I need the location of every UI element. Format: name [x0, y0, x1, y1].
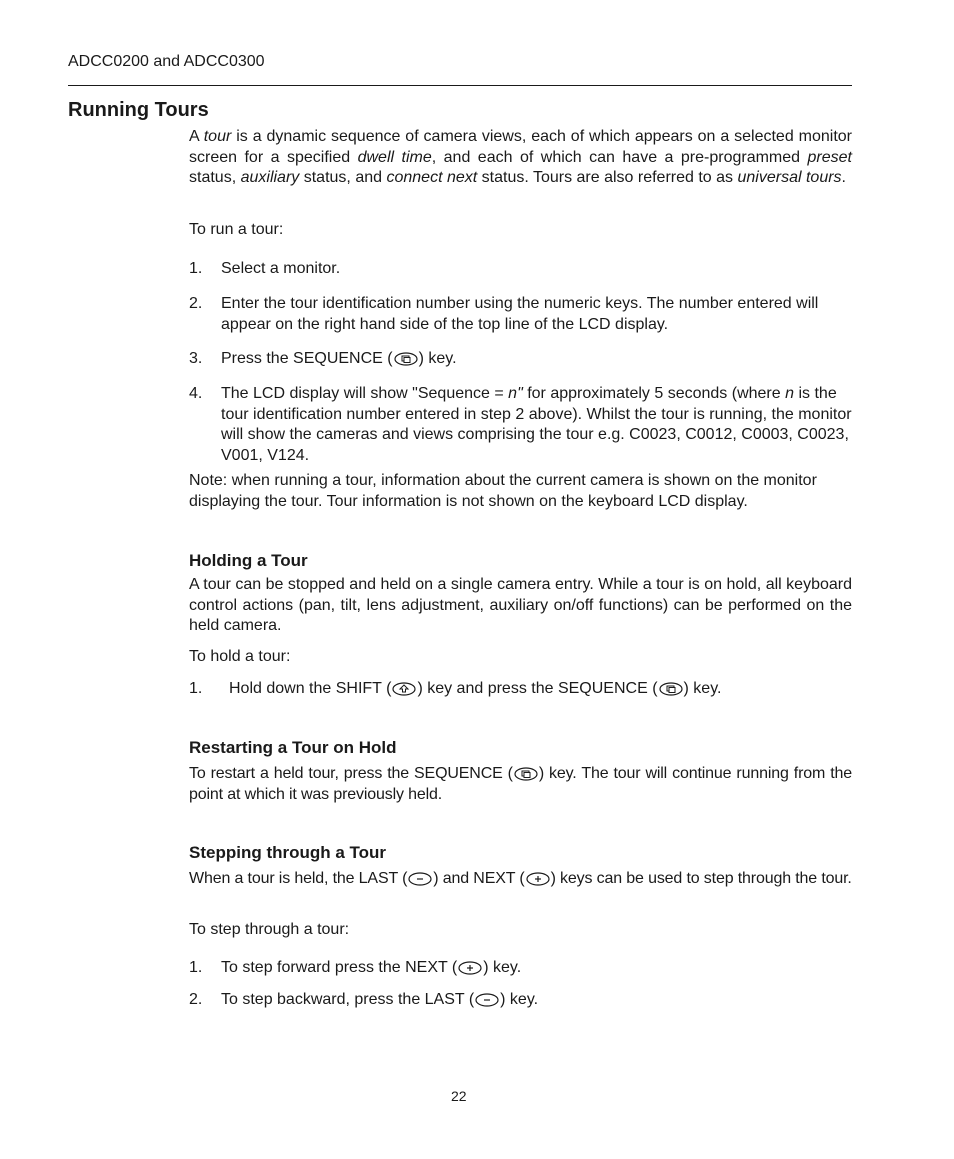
holding-paragraph: A tour can be stopped and held on a single camera entry. While a tour is on hold, all keyboard control actions (pan, tilt, lens adjustment, auxiliary on/off functions) can be performed on the held camera.: [189, 576, 852, 634]
stepping-lead: To step through a tour:: [189, 921, 350, 938]
restarting-title: Restarting a Tour on Hold: [189, 738, 397, 757]
stepping-paragraph: When a tour is held, the LAST ( ) and NEXT ( ) keys can be used to step through the tour.: [189, 870, 852, 887]
sequence-key-icon: [394, 352, 418, 366]
shift-key-icon: [392, 682, 416, 696]
section-title: Running Tours: [68, 99, 209, 121]
holding-lead: To hold a tour:: [189, 648, 291, 665]
note-paragraph: Note: when running a tour, information about the current camera is shown on the monitor displaying the tour. Tour information is not shown on the keyboard LCD display.: [189, 472, 817, 510]
last-key-icon: [408, 872, 432, 886]
next-key-icon: [458, 961, 482, 975]
header-divider: [68, 85, 852, 86]
run-lead: To run a tour:: [189, 221, 284, 238]
restarting-paragraph: To restart a held tour, press the SEQUENCE ( ) key. The tour will continue running from the point at which it was previously held.: [189, 765, 852, 803]
last-key-icon: [475, 993, 499, 1007]
holding-title: Holding a Tour: [189, 551, 308, 570]
stepping-title: Stepping through a Tour: [189, 843, 387, 862]
intro-paragraph: A tour is a dynamic sequence of camera views, each of which appears on a selected monitor screen for a specified dwell time, and each of which can have a pre-programmed preset status, auxiliary status, and connect next status. Tours are also referred to as universal tours.: [189, 128, 852, 186]
document-header: ADCC0200 and ADCC0300: [68, 53, 265, 70]
next-key-icon: [526, 872, 550, 886]
sequence-key-icon: [514, 767, 538, 781]
page-number: 22: [451, 1088, 467, 1104]
sequence-key-icon: [659, 682, 683, 696]
